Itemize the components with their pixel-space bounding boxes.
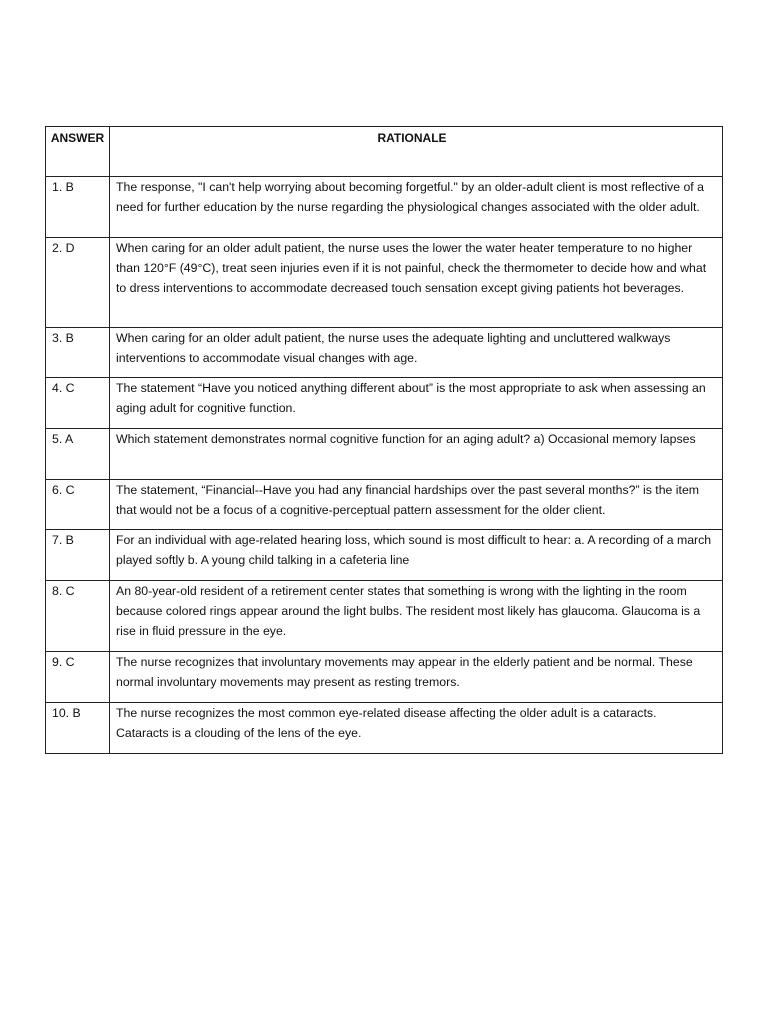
rationale-cell: The nurse recognizes the most common eye-related disease affecting the older adult is a cataracts. Cataracts is a clouding of the lens of the eye. bbox=[110, 703, 723, 754]
rationale-cell: When caring for an older adult patient, the nurse uses the lower the water heater temperature to no higher than 120°F (49°C), treat seen injuries even if it is not painful, check the thermometer to decide how and what to dress interventions to accommodate decreased touch sensation except giving patients hot beverages. bbox=[110, 238, 723, 328]
answer-rationale-table bbox=[45, 126, 723, 754]
rationale-cell: When caring for an older adult patient, the nurse uses the adequate lighting and uncluttered walkways interventions to accommodate visual changes with age. bbox=[110, 328, 723, 378]
table-row bbox=[46, 480, 723, 530]
table-row bbox=[46, 177, 723, 238]
rationale-cell: The statement “Have you noticed anything different about” is the most appropriate to ask when assessing an aging adult for cognitive function. bbox=[110, 378, 723, 429]
answer-cell: 8. C bbox=[46, 581, 110, 652]
rationale-cell: An 80-year-old resident of a retirement center states that something is wrong with the lighting in the room because colored rings appear around the light bulbs. The resident most likely has glaucoma. Glaucoma is a rise in fluid pressure in the eye. bbox=[110, 581, 723, 652]
answer-cell: 7. B bbox=[46, 530, 110, 581]
rationale-column-header bbox=[110, 127, 723, 177]
rationale-cell: The statement, “Financial--Have you had any financial hardships over the past several months?” is the item that would not be a focus of a cognitive-perceptual pattern assessment for the older client. bbox=[110, 480, 723, 530]
answer-cell: 6. C bbox=[46, 480, 110, 530]
table-row bbox=[46, 238, 723, 328]
table-row bbox=[46, 378, 723, 429]
rationale-header-label: RATIONALE bbox=[377, 131, 447, 145]
table-row bbox=[46, 429, 723, 480]
answer-cell: 1. B bbox=[46, 177, 110, 238]
answer-cell: 2. D bbox=[46, 238, 110, 328]
answer-cell: 4. C bbox=[46, 378, 110, 429]
answer-cell: 10. B bbox=[46, 703, 110, 754]
answer-column-header bbox=[46, 127, 110, 177]
table-row bbox=[46, 328, 723, 378]
rationale-cell: For an individual with age-related hearing loss, which sound is most difficult to hear: a. A recording of a march played softly b. A young child talking in a cafeteria line bbox=[110, 530, 723, 581]
table-row bbox=[46, 581, 723, 652]
answer-cell: 3. B bbox=[46, 328, 110, 378]
rationale-cell: The response, "I can't help worrying about becoming forgetful." by an older-adult client is most reflective of a need for further education by the nurse regarding the physiological changes associated with the older adult. bbox=[110, 177, 723, 238]
table-row bbox=[46, 530, 723, 581]
rationale-cell: Which statement demonstrates normal cognitive function for an aging adult? a) Occasional memory lapses bbox=[110, 429, 723, 480]
answer-header-label: ANSWER bbox=[50, 131, 105, 145]
answer-cell: 5. A bbox=[46, 429, 110, 480]
table-header-row bbox=[46, 127, 723, 177]
rationale-cell: The nurse recognizes that involuntary movements may appear in the elderly patient and be normal. These normal involuntary movements may present as resting tremors. bbox=[110, 652, 723, 703]
table-row bbox=[46, 703, 723, 754]
table-row bbox=[46, 652, 723, 703]
answer-cell: 9. C bbox=[46, 652, 110, 703]
